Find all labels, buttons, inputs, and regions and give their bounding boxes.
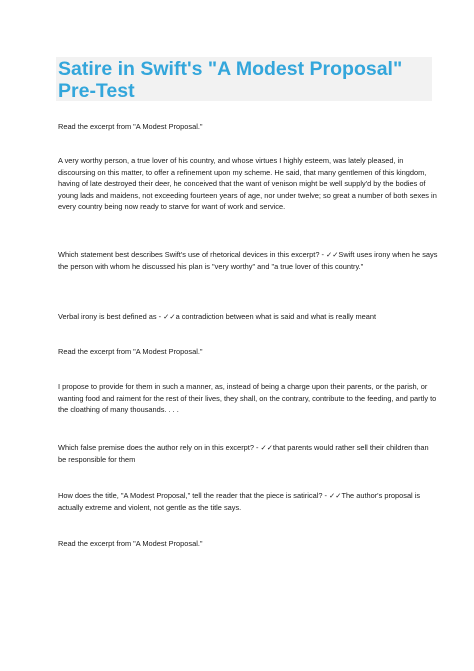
excerpt-intro-3: Read the excerpt from "A Modest Proposal." [58, 539, 203, 548]
check-icon: ✓✓ [260, 443, 273, 452]
question-3-prompt: Which false premise does the author rely on in this excerpt? - [58, 443, 261, 452]
check-icon: ✓✓ [163, 312, 176, 321]
question-2-prompt: Verbal irony is best defined as - [58, 312, 164, 321]
excerpt-intro-2: Read the excerpt from "A Modest Proposal." [58, 347, 203, 356]
check-icon: ✓✓ [326, 250, 339, 259]
question-2 [58, 311, 438, 323]
question-3 [58, 442, 438, 465]
question-4-answer: The author's proposal is actually extreme and violent, not gentle as the title says. [58, 491, 421, 512]
excerpt-intro-1: Read the excerpt from "A Modest Proposal." [58, 122, 203, 131]
question-1-prompt: Which statement best describes Swift's use of rhetorical devices in this excerpt? - [58, 250, 326, 259]
question-4 [58, 490, 438, 513]
document-title-line-2: Pre-Test [58, 80, 135, 102]
question-1 [58, 249, 438, 272]
document-title-line-1: Satire in Swift's "A Modest Proposal" [58, 58, 403, 80]
excerpt-passage-1: A very worthy person, a true lover of his country, and whose virtues I highly esteem, was lately pleased, in discoursing on this matter, to offer a refinement upon my scheme. He said, that many gentlemen of this kingdom, having of late destroyed their deer, he conceived that the want of venison might be well supply'd by the bodies of young lads and maidens, not exceeding fourteen years of age, nor under twelve; so great a number of both sexes in every country being now ready to starve for want of work and service. [58, 156, 437, 212]
check-icon: ✓✓ [329, 491, 342, 500]
question-4-prompt: How does the title, "A Modest Proposal," tell the reader that the piece is satirical? - [58, 491, 330, 500]
question-3-answer: that parents would rather sell their children than be responsible for them [58, 443, 429, 464]
question-2-answer: a contradiction between what is said and what is really meant [175, 312, 377, 321]
question-1-answer: Swift uses irony when he says the person with whom he discussed his plan is "very worthy" and "a true lover of this country." [58, 250, 438, 271]
excerpt-passage-2: I propose to provide for them in such a manner, as, instead of being a charge upon their parents, or the parish, or wanting food and raiment for the rest of their lives, they shall, on the contrary, contribute to the feeding, and partly to the cloathing of many thousands. . . . [58, 382, 437, 415]
